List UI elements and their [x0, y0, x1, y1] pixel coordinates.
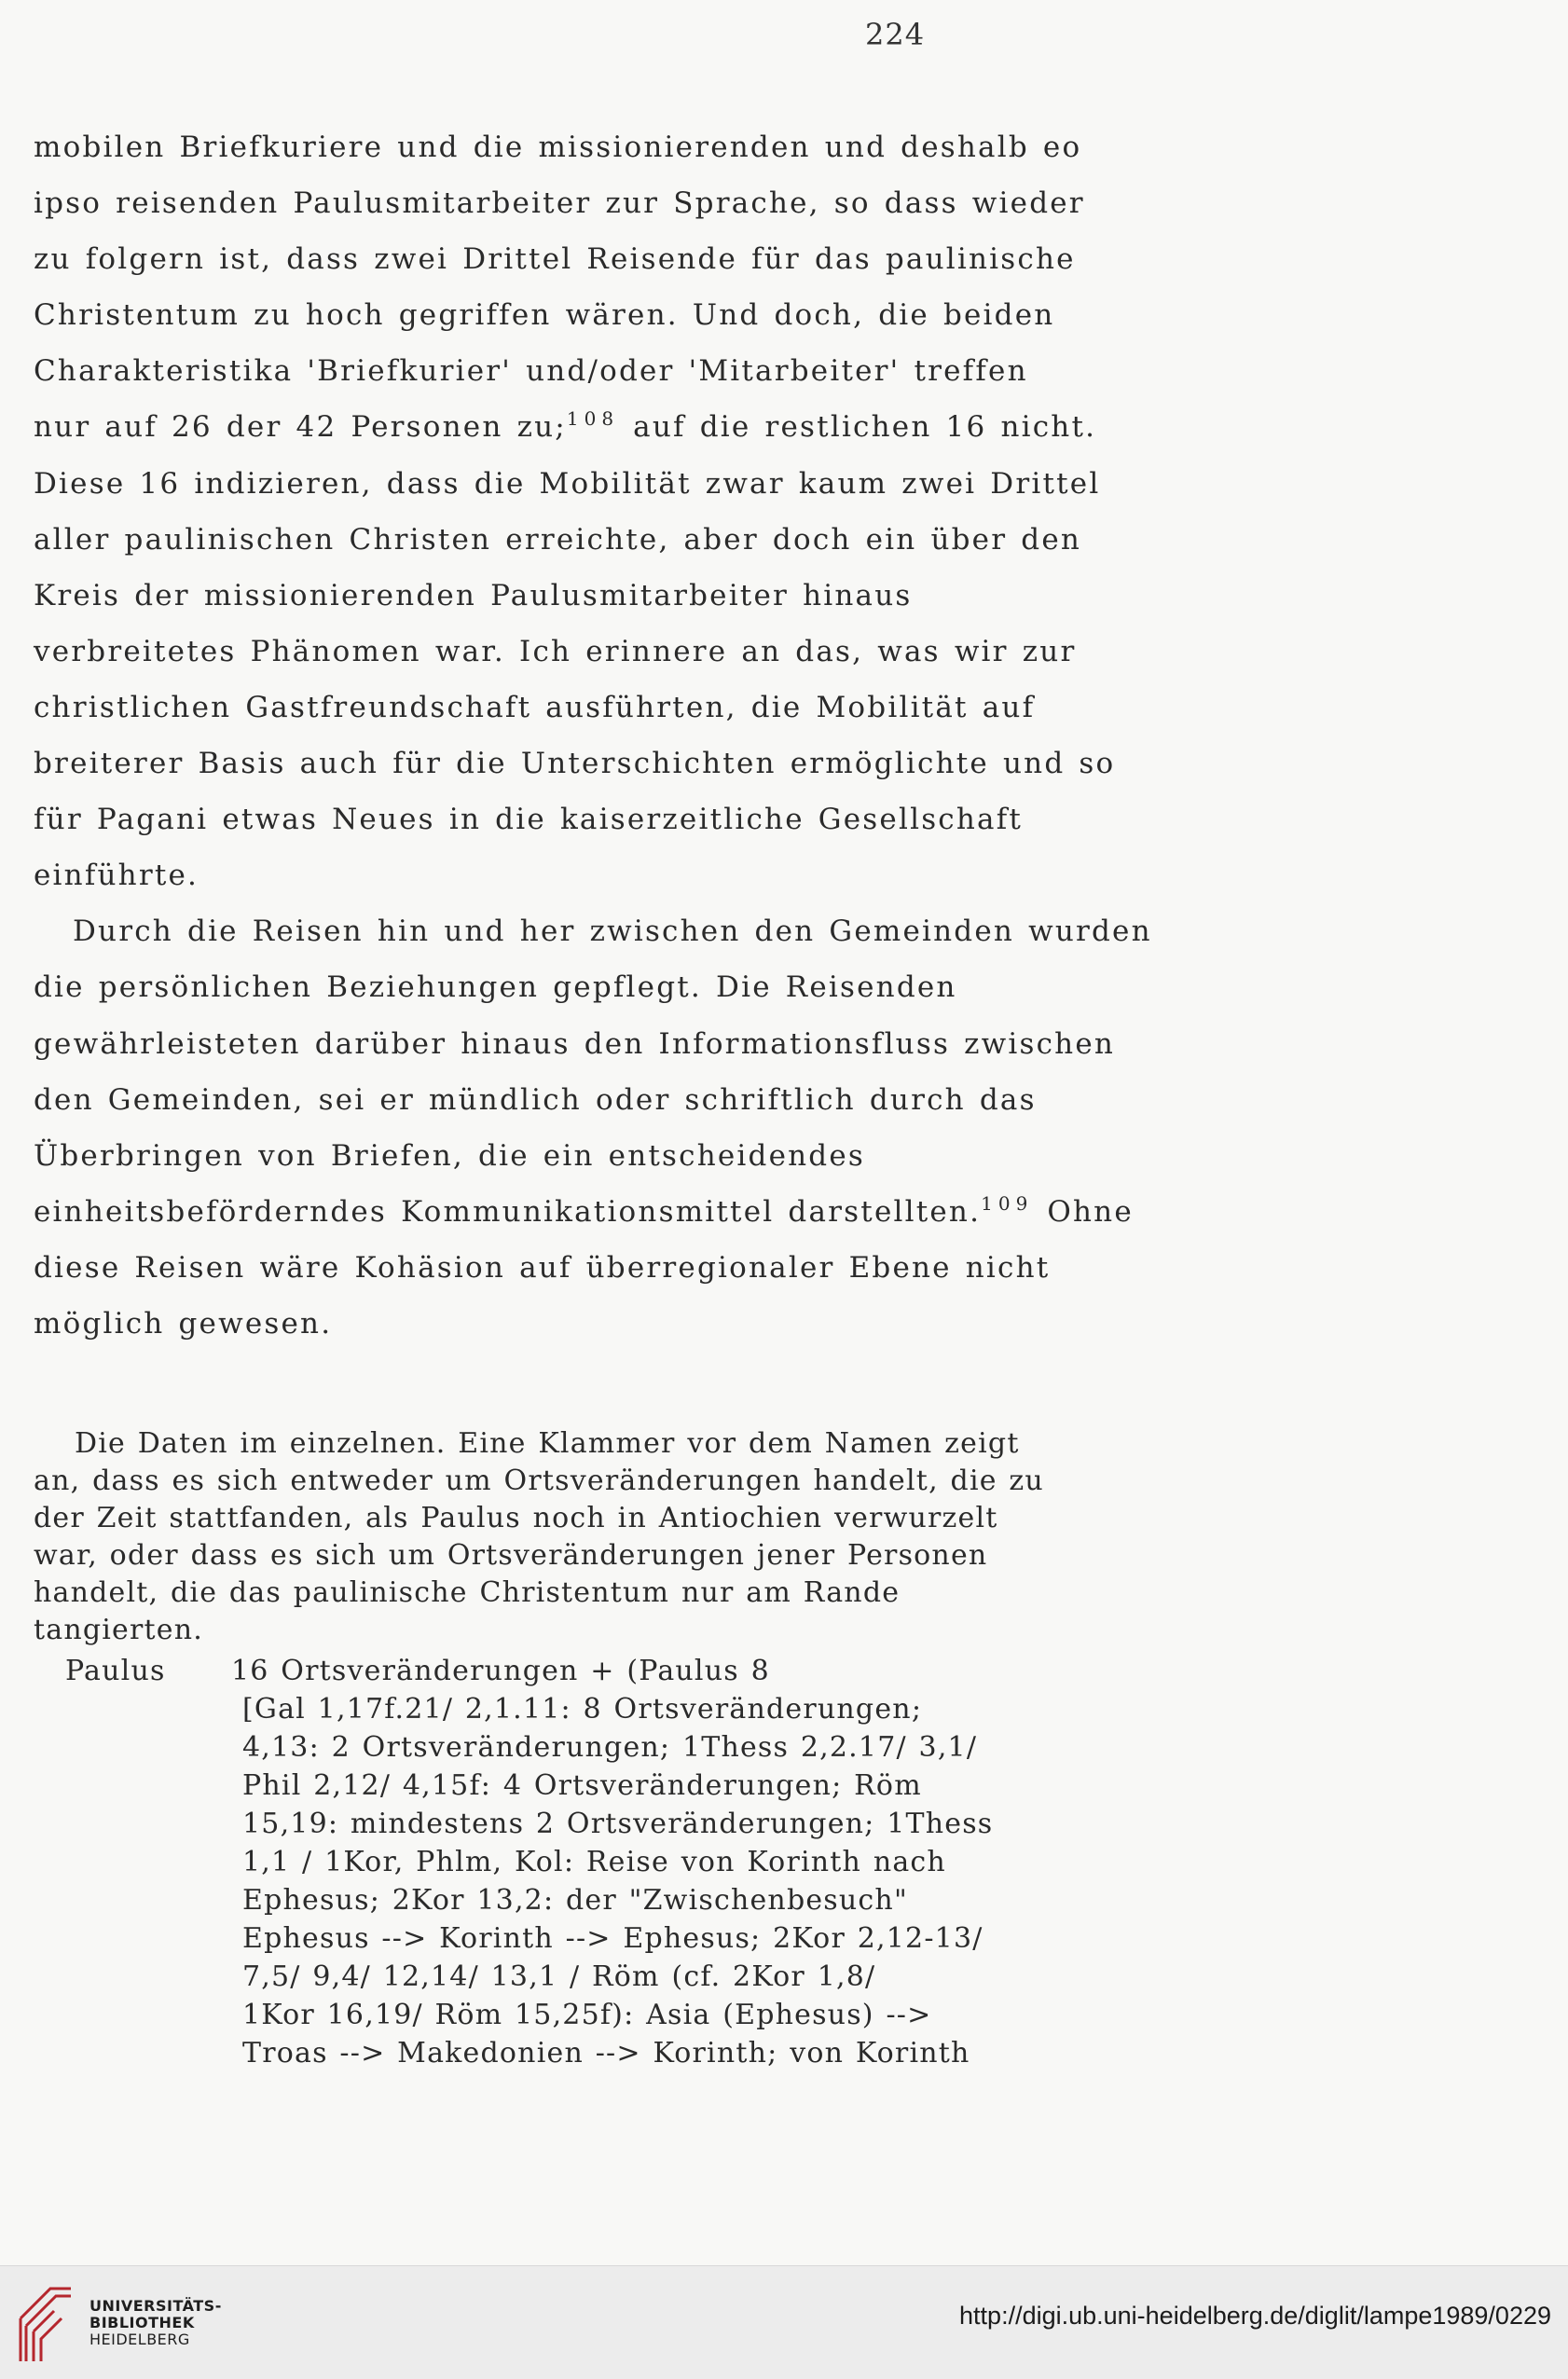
body-line-text: ipso reisenden Paulusmitarbeiter zur Sprache, so dass wieder [34, 186, 1085, 221]
body-line [34, 624, 1078, 680]
body-line-text: breiterer Basis auch für die Unterschichten ermöglichte und so [34, 747, 1116, 781]
footer-bar [0, 2265, 1568, 2379]
entry-line: Troas --> Makedonien --> Korinth; von Korinth [242, 2037, 970, 2070]
library-name [89, 2298, 222, 2348]
entry-line: 7,5/ 9,4/ 12,14/ 13,1 / Röm (cf. 2Kor 1,8/ [242, 1960, 876, 1993]
entry-line: 15,19: mindestens 2 Ortsveränderungen; 1Thess [242, 1808, 994, 1840]
body-line [34, 903, 1152, 959]
source-url-link[interactable]: http://digi.ub.uni-heidelberg.de/diglit/lampe1989/0229 [959, 2302, 1551, 2330]
entry-line: Phil 2,12/ 4,15f: 4 Ortsveränderungen; Röm [242, 1769, 922, 1802]
footnote-line: war, oder dass es sich um Ortsveränderungen jener Personen [34, 1539, 988, 1572]
body-line [34, 175, 1085, 231]
body-line [34, 512, 1082, 568]
entry-head: 16 Ortsveränderungen + (Paulus 8 [231, 1655, 770, 1687]
entry-lines [34, 1690, 1068, 2072]
body-line [34, 847, 1078, 903]
body-line [34, 231, 1078, 287]
body-line [34, 1296, 1078, 1352]
entry-line: [Gal 1,17f.21/ 2,1.11: 8 Ortsveränderungen; [242, 1693, 923, 1726]
body-line [34, 456, 1101, 512]
library-logo-icon [13, 2281, 78, 2367]
body-line-text: verbreitetes Phänomen war. Ich erinnere an das, was wir zur [34, 634, 1077, 668]
body-line-text: den Gemeinden, sei er mündlich oder schriftlich durch das [34, 1082, 1037, 1117]
body-line-text: Christentum zu hoch gegriffen wären. Und doch, die beiden [34, 298, 1055, 333]
body-line [34, 959, 1078, 1015]
body-line [34, 736, 1116, 791]
body-line-text: diese Reisen wäre Kohäsion auf überregionaler Ebene nicht [34, 1250, 1051, 1285]
body-line [34, 1072, 1078, 1128]
body-line [34, 791, 1078, 847]
body-line-text: mobilen Briefkuriere und die missionierenden und deshalb eo [34, 131, 1082, 164]
body-line [34, 680, 1078, 736]
library-name-line3: HEIDELBERG [89, 2331, 190, 2348]
library-name-line2: BIBLIOTHEK [89, 2314, 195, 2331]
body-line-text: für Pagani etwas Neues in die kaiserzeitliche Gesellschaft [34, 803, 1024, 837]
body-line-text: Durch die Reisen hin und her zwischen den Gemeinden wurden [73, 914, 1152, 949]
entry-head-line [34, 1652, 1068, 1690]
entry-line: Ephesus; 2Kor 13,2: der "Zwischenbesuch" [242, 1884, 908, 1917]
body-line-text: christlichen Gastfreundschaft ausführten, die Mobilität auf [34, 690, 1036, 724]
body-line [34, 119, 1082, 175]
footnote-line: Die Daten im einzelnen. Eine Klammer vor dem Namen zeigt [75, 1427, 1020, 1460]
body-line-text: die persönlichen Beziehungen gepflegt. Die Reisenden [34, 970, 957, 1005]
body-line-text: Überbringen von Briefen, die ein entscheidendes [34, 1138, 865, 1173]
body-line-text: zu folgern ist, dass zwei Drittel Reisende für das paulinische [34, 242, 1076, 277]
body-line-text: möglich gewesen. [34, 1306, 333, 1341]
footnote-line: der Zeit stattfanden, als Paulus noch in Antiochien verwurzelt [34, 1502, 998, 1534]
page-number: 224 [865, 17, 926, 52]
body-line [34, 1128, 1078, 1184]
body-line [34, 568, 1078, 624]
body-line-text: Charakteristika 'Briefkurier' und/oder 'Mitarbeiter' treffen [34, 354, 1028, 389]
library-name-line1: UNIVERSITÄTS- [89, 2297, 222, 2315]
body-line-text-after: auf die restlichen 16 nicht. [619, 410, 1097, 445]
body-line-text: Diese 16 indizieren, dass die Mobilität zwar kaum zwei Drittel [34, 466, 1101, 501]
person-entry-paulus [34, 1652, 1068, 2072]
footnote [34, 1425, 1059, 1649]
body-line-text: nur auf 26 der 42 Personen zu; [34, 410, 567, 445]
entry-line: 1,1 / 1Kor, Phlm, Kol: Reise von Korinth nach [242, 1846, 946, 1878]
body-text [34, 119, 1152, 1352]
footnote-line: handelt, die das paulinische Christentum nur am Rande [34, 1576, 901, 1609]
body-line [34, 399, 1097, 455]
body-line-text: gewährleisteten darüber hinaus den Informationsfluss zwischen [34, 1026, 1116, 1061]
body-line [34, 343, 1078, 399]
footnote-line: an, dass es sich entweder um Ortsveränderungen handelt, die zu [34, 1465, 1044, 1497]
body-line [34, 1016, 1116, 1072]
body-line-text: einführte. [34, 859, 199, 893]
body-line [34, 1184, 1134, 1240]
entry-line: 1Kor 16,19/ Röm 15,25f): Asia (Ephesus) --> [242, 1999, 932, 2031]
body-line-text: Kreis der missionierenden Paulusmitarbeiter hinaus [34, 578, 913, 612]
entry-name: Paulus [65, 1655, 166, 1687]
entry-line: 4,13: 2 Ortsveränderungen; 1Thess 2,2.17/ 3,1/ [242, 1731, 978, 1764]
body-line [34, 287, 1078, 343]
body-line-text: aller paulinischen Christen erreichte, aber doch ein über den [34, 522, 1082, 557]
body-line [34, 1240, 1078, 1296]
footnote-line: tangierten. [34, 1614, 204, 1646]
footnote-marker: 108 [566, 407, 620, 431]
entry-line: Ephesus --> Korinth --> Ephesus; 2Kor 2,12-13/ [242, 1922, 983, 1955]
body-line-text: einheitsbeförderndes Kommunikationsmittel darstellten. [34, 1194, 982, 1229]
footnote-marker: 109 [981, 1191, 1034, 1215]
body-line-text-after: Ohne [1033, 1194, 1134, 1229]
